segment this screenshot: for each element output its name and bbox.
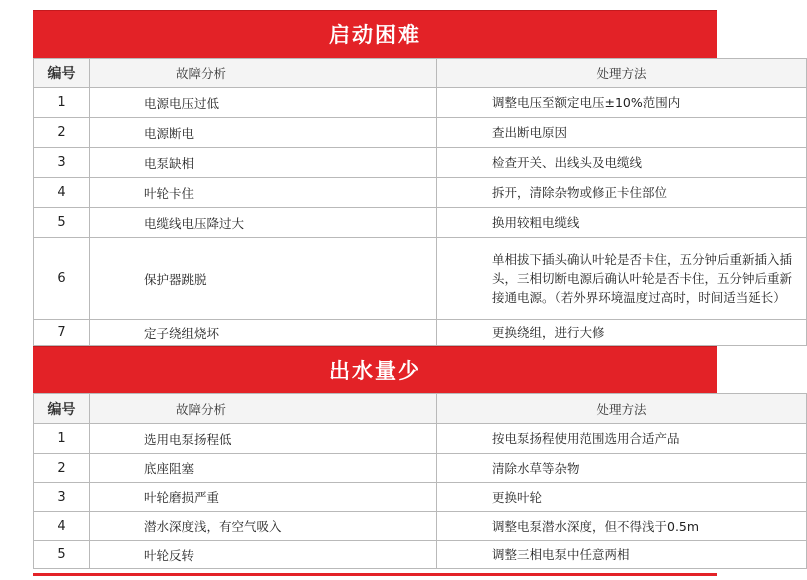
row-fix: 按电泵扬程使用范围选用合适产品 [437,424,807,454]
row-cause: 电泵缺相 [90,148,437,178]
row-fix: 单相拔下插头确认叶轮是否卡住，五分钟后重新插入插头，三相切断电源后确认叶轮是否卡住，五分钟后重新接通电源。（若外界环境温度过高时，时间适当延长） [437,238,807,320]
row-fix: 检查开关、出线头及电缆线 [437,148,807,178]
row-cause: 叶轮卡住 [90,178,437,208]
row-number: 1 [34,88,90,118]
section-title: 启动困难 [329,23,421,47]
section-title-banner [33,10,717,58]
header-fix: 处理方法 [437,394,807,424]
row-cause: 选用电泵扬程低 [90,424,437,454]
table-row [34,512,807,541]
table-row [34,178,807,208]
row-cause: 底座阻塞 [90,454,437,483]
row-fix: 更换叶轮 [437,483,807,512]
table-header-row [34,394,807,424]
table-row [34,208,807,238]
row-cause: 保护器跳脱 [90,238,437,320]
row-fix: 调整三相电泵中任意两相 [437,541,807,569]
troubleshooting-table [33,393,807,569]
header-number: 编号 [34,394,90,424]
row-fix: 调整电泵潜水深度，但不得浅于0.5m [437,512,807,541]
row-number: 1 [34,424,90,454]
section-low-output [33,346,717,569]
row-number: 2 [34,454,90,483]
table-row [34,88,807,118]
table-row [34,483,807,512]
troubleshooting-table [33,58,807,346]
section-title-banner [33,346,717,393]
table-row [34,424,807,454]
row-number: 6 [34,238,90,320]
table-row [34,148,807,178]
row-cause: 叶轮反转 [90,541,437,569]
row-fix: 查出断电原因 [437,118,807,148]
header-cause: 故障分析 [90,394,437,424]
table-row [34,541,807,569]
table-header-row [34,59,807,88]
row-number: 3 [34,483,90,512]
header-number: 编号 [34,59,90,88]
section-title: 出水量少 [329,358,421,383]
header-cause: 故障分析 [90,59,437,88]
row-fix: 拆开，清除杂物或修正卡住部位 [437,178,807,208]
row-number: 5 [34,208,90,238]
row-cause: 定子绕组烧坏 [90,320,437,346]
header-fix: 处理方法 [437,59,807,88]
row-cause: 电源电压过低 [90,88,437,118]
row-number: 7 [34,320,90,346]
bottom-border-bar [33,573,717,576]
row-number: 4 [34,512,90,541]
section-start-difficulty [33,10,793,346]
row-fix: 更换绕组，进行大修 [437,320,807,346]
table-row [34,238,807,320]
row-fix: 调整电压至额定电压±10%范围内 [437,88,807,118]
row-number: 3 [34,148,90,178]
row-cause: 潜水深度浅，有空气吸入 [90,512,437,541]
row-number: 5 [34,541,90,569]
row-cause: 叶轮磨损严重 [90,483,437,512]
row-number: 4 [34,178,90,208]
row-cause: 电源断电 [90,118,437,148]
row-number: 2 [34,118,90,148]
row-fix: 清除水草等杂物 [437,454,807,483]
row-fix: 换用较粗电缆线 [437,208,807,238]
row-cause: 电缆线电压降过大 [90,208,437,238]
table-row [34,320,807,346]
table-row [34,118,807,148]
table-row [34,454,807,483]
